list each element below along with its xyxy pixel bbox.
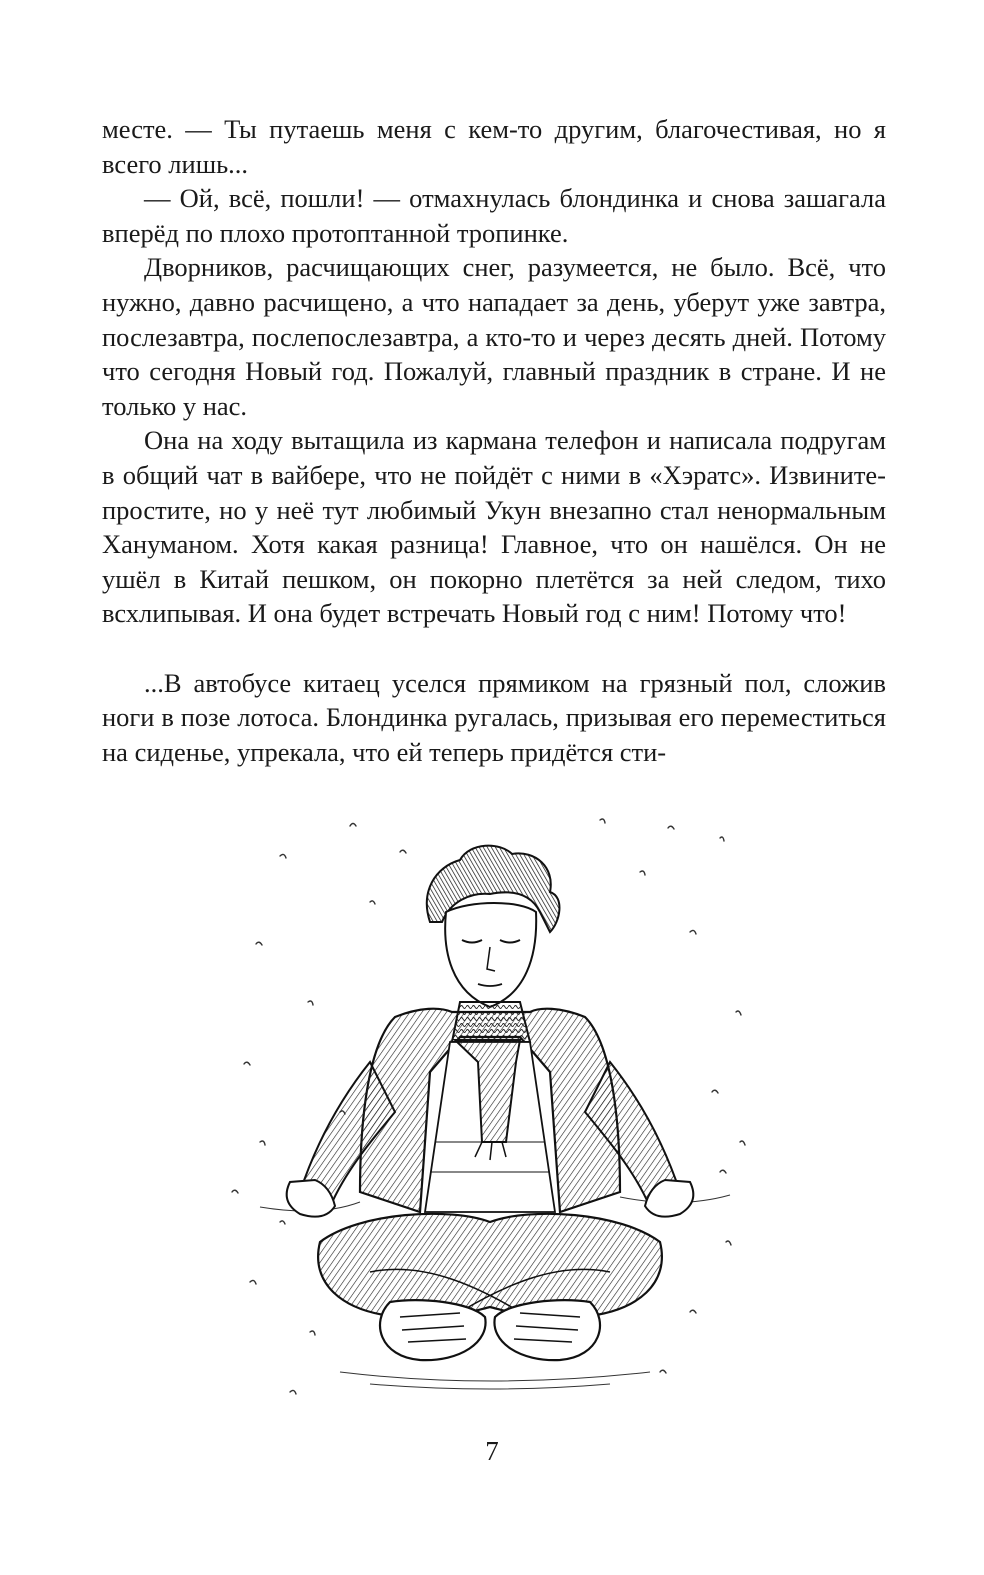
page-number: 7	[485, 1436, 499, 1466]
body-text	[102, 112, 886, 769]
paragraph-4: Она на ходу вытащила из кармана телефон и написала подругам в общий чат в вайбере, что не пойдёт с ними в «Хэратс». Извините-простите, но у неё тут любимый Укун внезапно стал ненормальным Хануманом. Хотя какая разница! Главное, что он нашёлся. Он не ушёл в Китай пешком, он покорно плетётся за ней следом, тихо всхлипывая. И она будет встречать Новый год с ним! Потому что!	[102, 425, 886, 629]
paragraph-5: ...В автобусе китаец уселся прямиком на грязный пол, сложив ноги в позе лотоса. Блондинка ругалась, призывая его переместиться на сиденье, упрекала, что ей теперь придётся сти-	[102, 667, 886, 767]
paragraph-2: — Ой, всё, пошли! — отмахнулась блондинка и снова зашагала вперёд по плохо протоптанной тропинке.	[102, 183, 886, 248]
legs	[318, 1214, 662, 1319]
paragraph-3: Дворников, расчищающих снег, разумеется, не было. Всё, что нужно, давно расчищено, а что нападает за день, уберут уже завтра, послезавтра, послепослезавтра, а кто-то и через десять дней. Потому что сегодня Новый год. Пожалуй, главный праздник в стране. И не только у нас.	[102, 252, 886, 421]
left-shoe	[380, 1300, 486, 1360]
right-shoe	[494, 1300, 600, 1360]
meditating-man-illustration	[220, 812, 760, 1412]
paragraph-1: месте. — Ты путаешь меня с кем-то другим, благочестивая, но я всего лишь...	[102, 114, 886, 179]
face	[445, 903, 536, 1007]
